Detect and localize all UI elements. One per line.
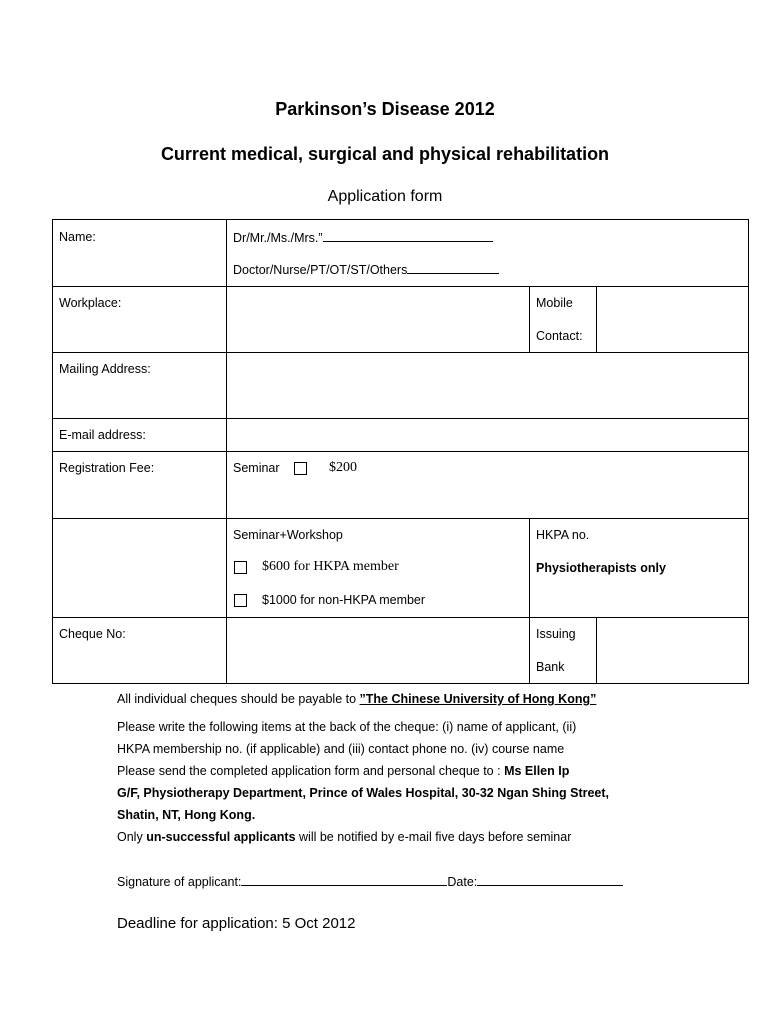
registration-fee-label: Registration Fee: xyxy=(59,461,155,475)
application-table xyxy=(52,219,749,683)
bank-label: Bank xyxy=(536,660,565,674)
notify-note xyxy=(117,830,571,844)
signature-label: Signature of applicant: xyxy=(117,875,242,889)
salutation-text: Dr/Mr./Ms./Mrs.” xyxy=(233,231,323,245)
profession-text: Doctor/Nurse/PT/OT/ST/Others xyxy=(233,263,408,277)
seminar-checkbox[interactable] xyxy=(294,462,307,475)
payable-note xyxy=(117,692,596,706)
form-subtitle: Current medical, surgical and physical rehabilitation xyxy=(160,144,610,164)
cheque-back-line2: HKPA membership no. (if applicable) and (iii) contact phone no. (iv) course name xyxy=(117,742,565,756)
send-prefix: Please send the completed application form and personal cheque to : xyxy=(117,764,505,778)
form-heading: Application form xyxy=(327,188,443,205)
form-title: Parkinson’s Disease 2012 xyxy=(275,99,495,119)
mailing-address-label: Mailing Address: xyxy=(59,362,151,376)
nonmember-checkbox[interactable] xyxy=(234,594,247,607)
send-instruction xyxy=(117,764,569,778)
notify-suffix: will be notified by e-mail five days before seminar xyxy=(295,830,572,844)
hkpa-no-label: HKPA no. xyxy=(536,528,590,542)
member-option: $600 for HKPA member xyxy=(262,559,399,574)
issuing-label: Issuing xyxy=(536,627,576,641)
seminar-price: $200 xyxy=(329,460,357,475)
member-checkbox[interactable] xyxy=(234,561,247,574)
profession-blank[interactable] xyxy=(407,262,499,274)
date-blank[interactable] xyxy=(477,874,623,886)
nonmember-option: $1000 for non-HKPA member xyxy=(262,593,426,607)
profession-field[interactable] xyxy=(233,262,499,277)
send-name: Ms Ellen Ip xyxy=(504,764,570,778)
payable-name: ”The Chinese University of Hong Kong” xyxy=(359,692,597,706)
notify-bold: un-successful applicants xyxy=(146,830,296,844)
workplace-label: Workplace: xyxy=(59,296,122,310)
address-line1: G/F, Physiotherapy Department, Prince of Wales Hospital, 30-32 Ngan Shing Street, xyxy=(117,786,610,800)
address-line2: Shatin, NT, Hong Kong. xyxy=(117,808,256,822)
deadline: Deadline for application: 5 Oct 2012 xyxy=(117,915,356,932)
mobile-label: Mobile xyxy=(536,296,573,310)
cheque-back-line1: Please write the following items at the back of the cheque: (i) name of applicant, (ii) xyxy=(117,720,577,734)
contact-label: Contact: xyxy=(536,329,583,343)
name-blank[interactable] xyxy=(323,230,493,242)
payable-prefix: All individual cheques should be payable to xyxy=(117,692,360,706)
salutation-field[interactable] xyxy=(233,230,493,245)
seminar-label: Seminar xyxy=(233,461,280,475)
cheque-no-label: Cheque No: xyxy=(59,627,126,641)
physio-only-note: Physiotherapists only xyxy=(536,561,666,575)
notify-prefix: Only xyxy=(117,830,147,844)
email-label: E-mail address: xyxy=(59,428,146,442)
signature-blank[interactable] xyxy=(241,874,447,886)
date-label: Date: xyxy=(447,875,478,889)
signature-line xyxy=(117,874,623,889)
seminar-workshop-label: Seminar+Workshop xyxy=(233,528,343,542)
name-label: Name: xyxy=(59,230,96,244)
